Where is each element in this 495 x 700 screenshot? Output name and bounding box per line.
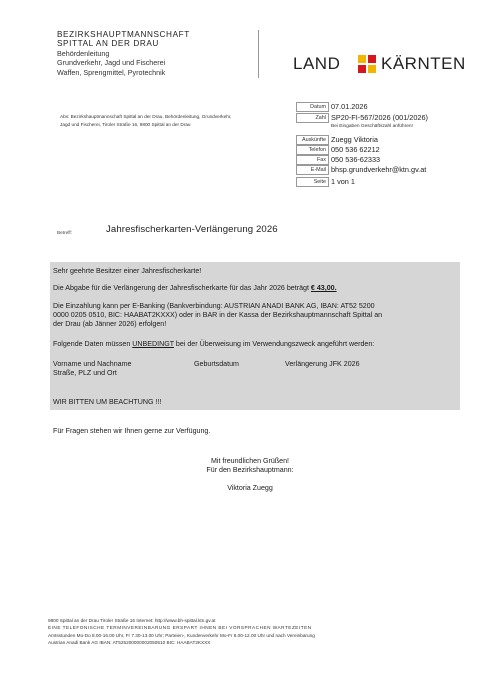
authority-topics: Waffen, Sprengmittel, Pyrotechnik (57, 67, 166, 77)
required-data-paragraph (53, 340, 458, 349)
payment-line1: Die Einzahlung kann per E-Banking (Bankverbindung: AUSTRIAN ANADI BANK AG, IBAN: AT52 5200 (53, 302, 375, 310)
page-value: 1 von 1 (331, 177, 355, 186)
footer-office-hours: Amtsstunden Mo-Do 8.00-16.00 Uhr, Fr 7.30-13.00 Uhr; Parteien-, Kundenverkehr Mo-Fr 8.00-12.00 Uhr und nach Vereinbarung (48, 632, 315, 638)
highlighted-notice (50, 262, 460, 410)
fax-value: 050 536-62333 (331, 155, 381, 164)
fee-paragraph (53, 284, 458, 293)
email-value[interactable]: bhsp.grundverkehr@ktn.gv.at (331, 165, 427, 174)
signatory: Viktoria Zuegg (227, 484, 273, 492)
authority-block (57, 30, 190, 77)
footer-address: 9800 Spittal an der Drau Tiroler Straße 16 Internet: http://www.bh-spittal.ktn.gv.at (48, 618, 216, 623)
field-renewal: Verlängerung JFK 2026 (285, 360, 360, 368)
closing-block (190, 457, 310, 493)
subject-label: Betreff: (57, 230, 73, 235)
authority-name-line1: BEZIRKSHAUPTMANNSCHAFT (57, 30, 190, 39)
reference-value: SP20-FI-567/2026 (001/2026) (331, 113, 428, 122)
footer-appointment-note: EINE TELEFONISCHE TERMINVEREINBARUNG ERSPART IHNEN BEI VORSPRACHEN WARTEZEITEN (48, 625, 312, 631)
for-authority: Für den Bezirkshauptmann: (206, 466, 294, 474)
header-divider (258, 30, 259, 78)
contact-value: Zuegg Viktoria (331, 135, 378, 144)
fee-amount: € 43,00. (310, 284, 337, 292)
payment-paragraph (53, 302, 458, 329)
page-label: Seite (296, 177, 329, 187)
email-label: E-Mail (296, 165, 329, 175)
required-post: bei der Überweisung im Verwendungszweck angeführt werden: (175, 340, 375, 348)
subject-text: Jahresfischerkarten-Verlängerung 2026 (106, 224, 278, 235)
contact-label: Auskünfte (296, 135, 329, 145)
date-value: 07.01.2026 (331, 102, 368, 111)
reference-note: Bei Eingaben Geschäftszahl anführen! (331, 124, 413, 129)
reference-label: Zahl (296, 113, 329, 123)
field-address: Straße, PLZ und Ort (53, 369, 117, 377)
return-address (60, 113, 260, 128)
footer (48, 617, 315, 647)
return-address-line1: Abs: Bezirkshauptmannschaft Spittal an der Drau, Behördenleitung, Grundverkehr, (60, 114, 232, 119)
field-birthdate: Geburtsdatum (194, 360, 239, 368)
authority-name-line2: SPITTAL AN DER DRAU (57, 39, 159, 49)
salutation: Sehr geehrte Besitzer einer Jahresfischerkarte! (53, 267, 202, 275)
coat-of-arms-icon (358, 55, 376, 73)
phone-value: 050 536 62212 (331, 145, 380, 154)
attention-note: WIR BITTEN UM BEACHTUNG !!! (53, 398, 162, 406)
authority-department: Behördenleitung (57, 48, 110, 58)
payment-line3: der Drau (ab Jänner 2026) erfolgen! (53, 320, 167, 328)
phone-label: Telefon (296, 145, 329, 155)
logo-text-kaernten: KÄRNTEN (381, 54, 466, 73)
footer-bank: Austrian Anadi Bank AG IBAN: AT525200000002050510 BIC: HAABAT2KXXX (48, 640, 211, 646)
field-name: Vorname und Nachname (53, 360, 132, 368)
required-pre: Folgende Daten müssen (53, 340, 131, 348)
date-label: Datum (296, 102, 329, 112)
fee-text: Die Abgabe für die Verlängerung der Jahresfischerkarte für das Jahr 2026 beträgt (53, 284, 309, 292)
fax-label: Fax (296, 155, 329, 165)
logo-text-land: LAND (293, 54, 341, 73)
payment-line2: 0000 0205 0510, BIC: HAABAT2KXXX) oder in BAR in der Kassa der Bezirkshauptmannschaft Spittal an (53, 311, 383, 319)
questions-text: Für Fragen stehen wir Ihnen gerne zur Verfügung. (53, 427, 211, 435)
authority-unit: Grundverkehr, Jagd und Fischerei (57, 58, 166, 68)
greeting: Mit freundlichen Grüßen! (210, 457, 290, 465)
required-emphasis: UNBEDINGT (132, 340, 174, 348)
return-address-line2: Jagd und Fischerei, Tiroler Straße 16, 9800 Spittal an der Drau (60, 121, 191, 127)
